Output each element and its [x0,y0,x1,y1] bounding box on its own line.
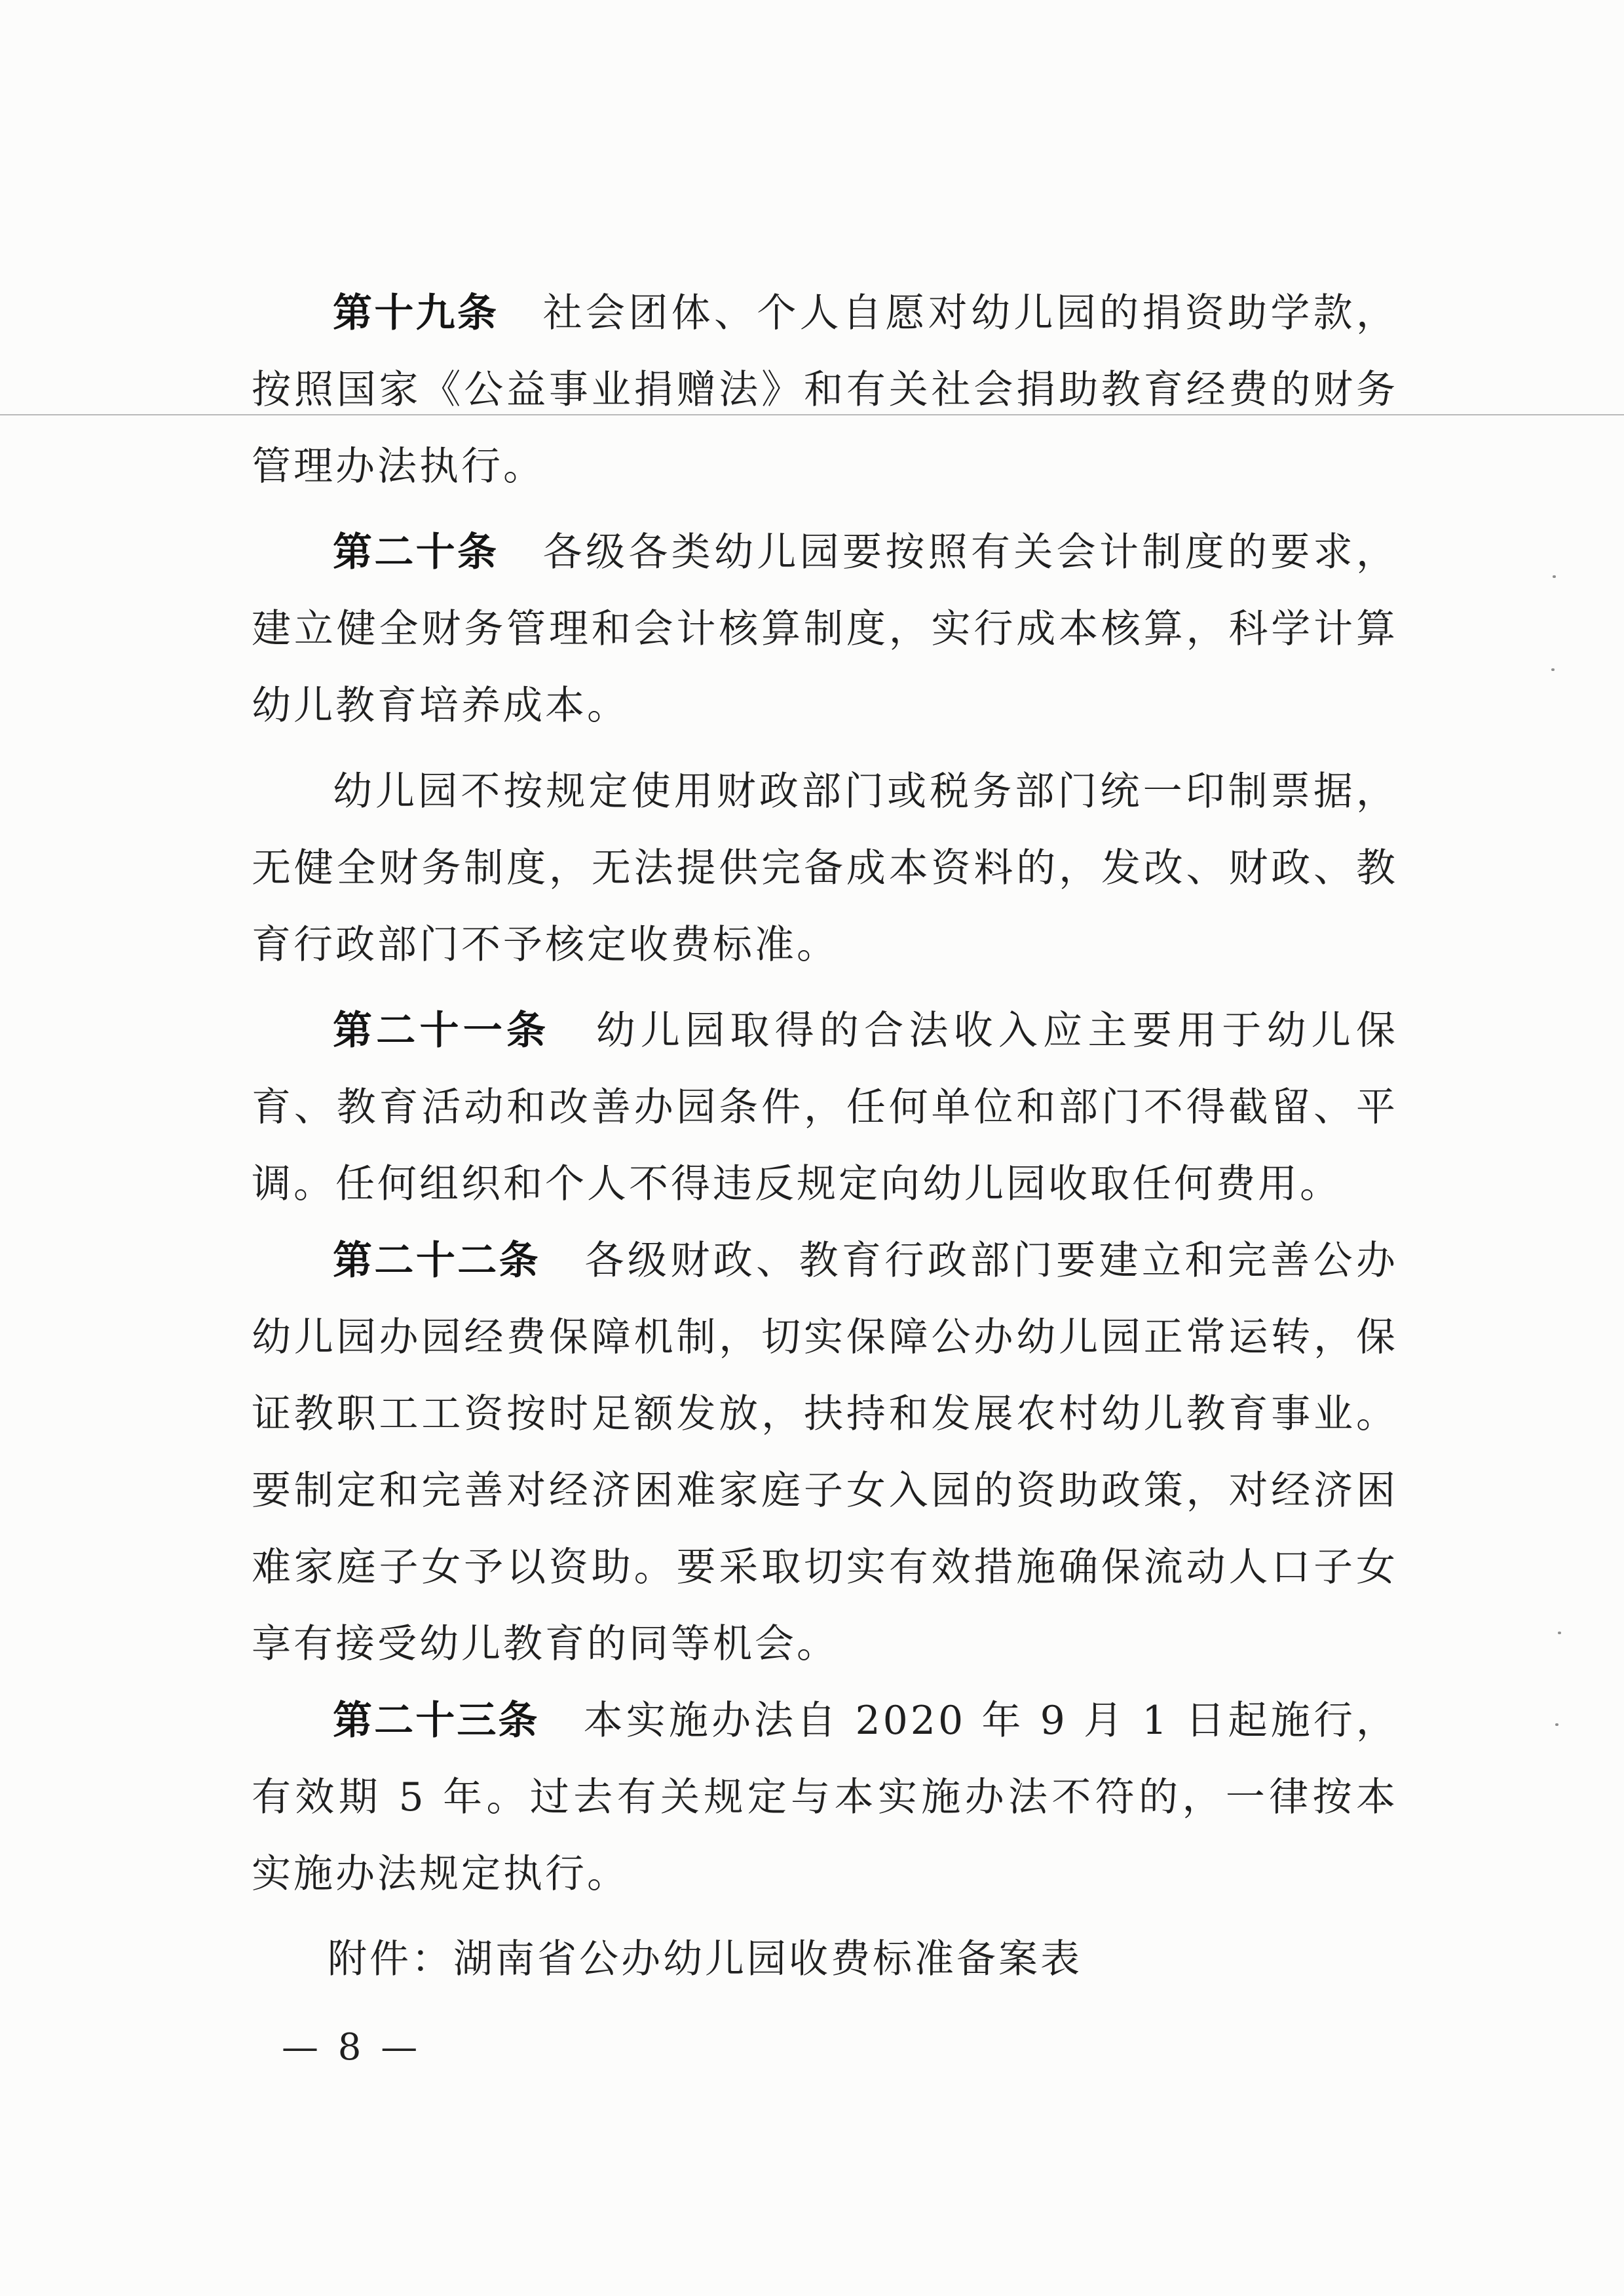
article-text: 本实施办法自 2020 年 9 月 1 日起施行，有效期 5 年。过去有关规定与本实施办法不符的，一律按本实施办法规定执行。 [252,1698,1398,1897]
scan-speck [1558,1632,1561,1634]
article-text: 幼儿园不按规定使用财政部门或税务部门统一印制票据，无健全财务制度，无法提供完备成本资料的，发改、财政、教育行政部门不予核定收费标准。 [252,769,1398,968]
article-heading: 第二十一条 [333,1008,550,1054]
article-19 [252,275,1398,505]
article-heading: 第二十三条 [333,1698,540,1744]
article-text: 社会团体、个人自愿对幼儿园的捐资助学款，按照国家《公益事业捐赠法》和有关社会捐助教育经费的财务管理办法执行。 [252,290,1399,489]
article-20-continuation [252,754,1398,984]
document-body [252,275,1398,1913]
scan-speck [1555,1723,1558,1726]
page-number: — 8 — [282,2026,422,2069]
article-20 [252,514,1398,744]
article-text: 各级财政、教育行政部门要建立和完善公办幼儿园办园经费保障机制，切实保障公办幼儿园正常运转，保证教职工工资按时足额发放，扶持和发展农村幼儿教育事业。要制定和完善对经济困难家庭子女入园的资助政策，对经济困难家庭子女予以资助。要采取切实有效措施确保流动人口子女享有接受幼儿教育的同等机会。 [252,1238,1399,1667]
article-22 [252,1223,1398,1683]
attachment-note: 附件：湖南省公办幼儿园收费标准备案表 [328,1936,1082,1982]
article-heading: 第二十二条 [333,1238,541,1284]
article-text: 各级各类幼儿园要按照有关会计制度的要求，建立健全财务管理和会计核算制度，实行成本核算，科学计算幼儿教育培养成本。 [252,529,1399,729]
article-21 [252,993,1398,1223]
scan-speck [1553,575,1556,578]
article-heading: 第二十条 [333,529,499,575]
article-23 [252,1683,1398,1913]
scan-speck [1551,668,1555,671]
article-text: 幼儿园取得的合法收入应主要用于幼儿保育、教育活动和改善办园条件，任何单位和部门不得截留、平调。任何组织和个人不得违反规定向幼儿园收取任何费用。 [252,1008,1399,1207]
article-heading: 第十九条 [333,290,499,336]
